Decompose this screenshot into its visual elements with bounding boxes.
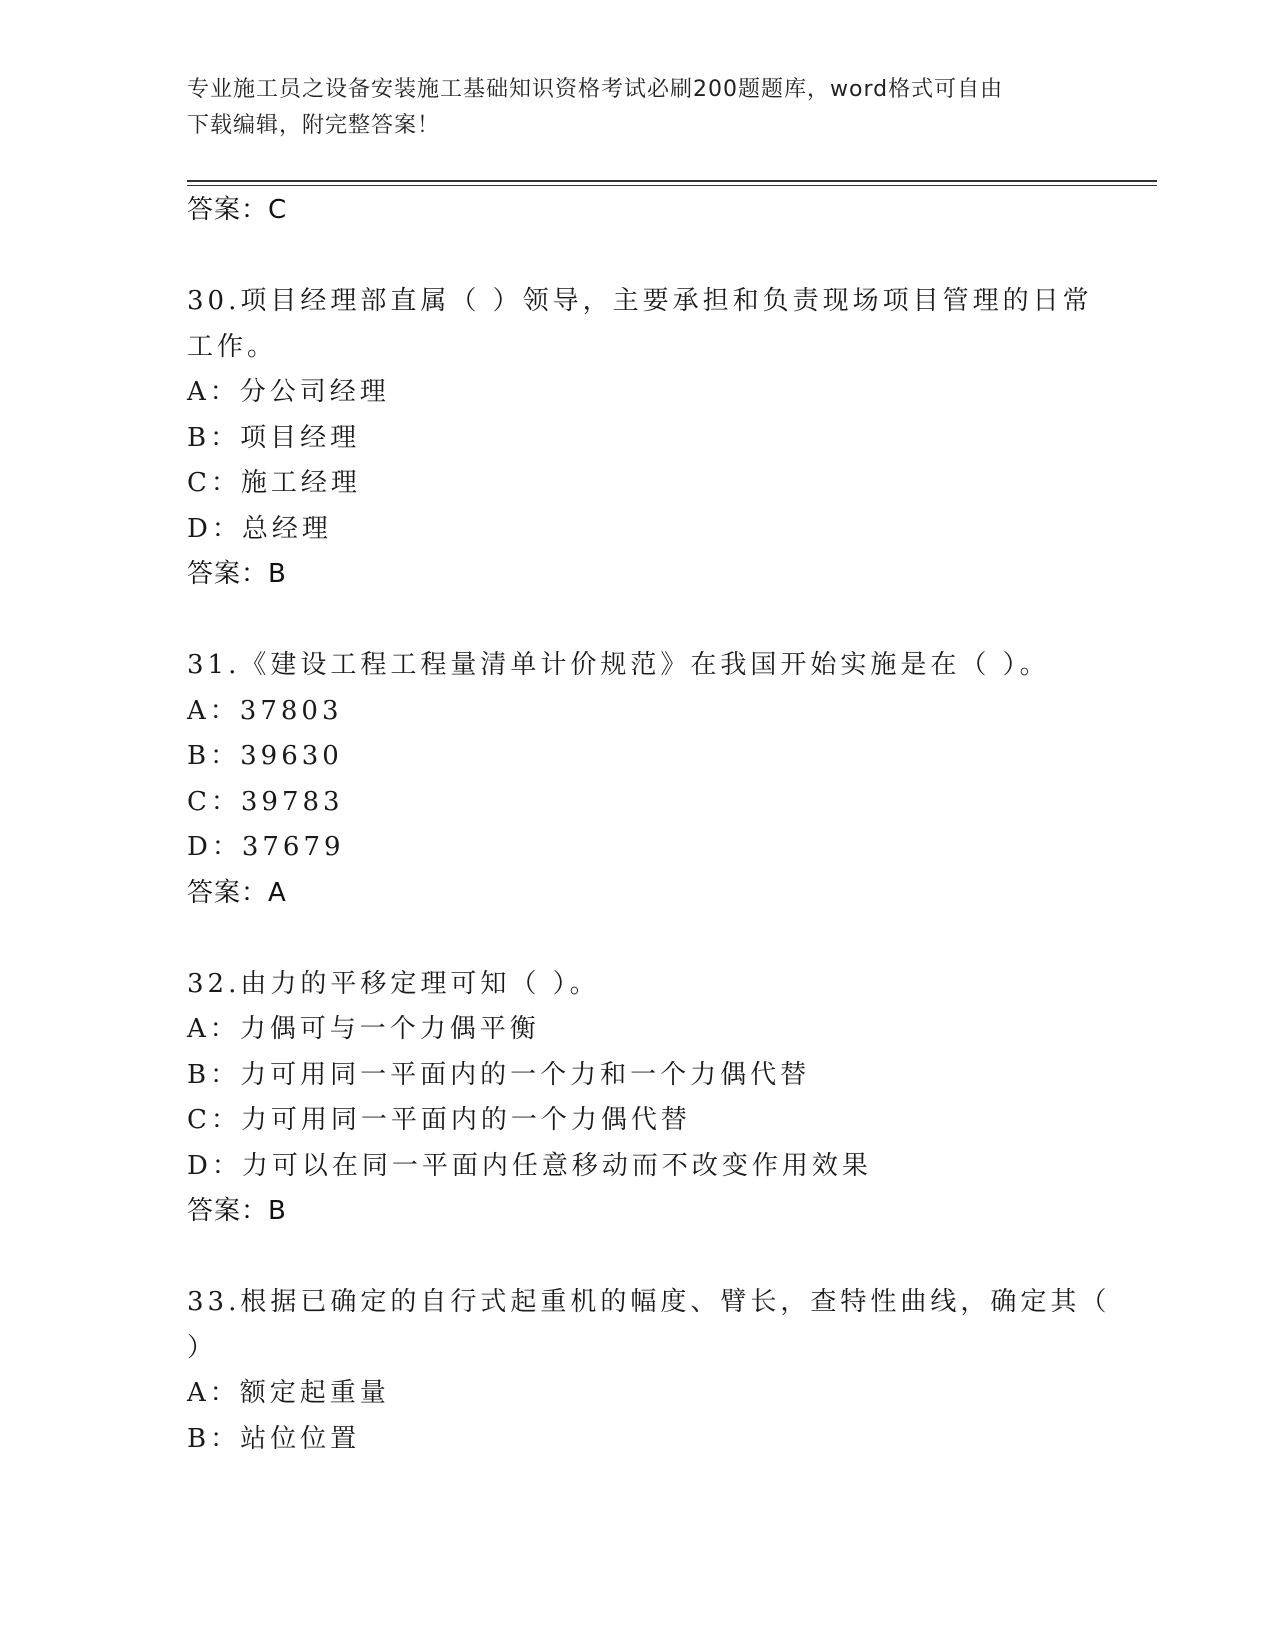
- option-a: A：力偶可与一个力偶平衡: [187, 1014, 540, 1044]
- spacer: [187, 233, 1087, 279]
- spacer: [187, 597, 1087, 643]
- previous-answer: 答案：C: [187, 195, 288, 225]
- question-list: [187, 188, 1111, 1462]
- option-a: A：额定起重量: [187, 1378, 390, 1408]
- document-header: [187, 72, 1087, 144]
- question-item: [187, 643, 1087, 916]
- option-a: A：分公司经理: [187, 377, 390, 407]
- question-stem: 31.《建设工程工程量清单计价规范》在我国开始实施是在（ ）。: [187, 650, 1050, 680]
- header-divider: [187, 180, 1157, 182]
- option-b: B：站位位置: [187, 1423, 361, 1454]
- answer: 答案：B: [187, 559, 287, 589]
- option-b: B：力可用同一平面内的一个力和一个力偶代替: [187, 1059, 811, 1090]
- option-c: C：39783: [187, 786, 344, 817]
- question-item: [187, 279, 1093, 597]
- option-c: C：力可用同一平面内的一个力偶代替: [187, 1105, 691, 1135]
- question-item: [187, 962, 1087, 1235]
- option-a: A：37803: [187, 695, 343, 726]
- option-b: B：39630: [187, 741, 343, 771]
- header-line-1: 专业施工员之设备安装施工基础知识资格考试必刷200题题库，word格式可自由: [187, 77, 1004, 102]
- option-d: D：总经理: [187, 513, 332, 544]
- header-line-2: 下载编辑，附完整答案！: [187, 113, 441, 138]
- question-stem: 工作。: [187, 331, 278, 362]
- answer: 答案：A: [187, 877, 287, 908]
- question-stem: 32.由力的平移定理可知（ ）。: [187, 968, 600, 999]
- spacer: [187, 1234, 1087, 1280]
- question-stem: 30.项目经理部直属（ ）领导，主要承担和负责现场项目管理的日常: [187, 286, 1093, 316]
- option-b: B：项目经理: [187, 422, 361, 453]
- question-item: [187, 1280, 1111, 1462]
- question-stem: ）: [187, 1332, 218, 1363]
- question-stem: 33.根据已确定的自行式起重机的幅度、臂长，查特性曲线，确定其（: [187, 1287, 1111, 1317]
- option-d: D：力可以在同一平面内任意移动而不改变作用效果: [187, 1150, 872, 1181]
- spacer: [187, 916, 1087, 962]
- header-divider-thin: [187, 185, 1157, 186]
- option-c: C：施工经理: [187, 468, 361, 498]
- answer: 答案：B: [187, 1196, 287, 1226]
- option-d: D：37679: [187, 832, 345, 862]
